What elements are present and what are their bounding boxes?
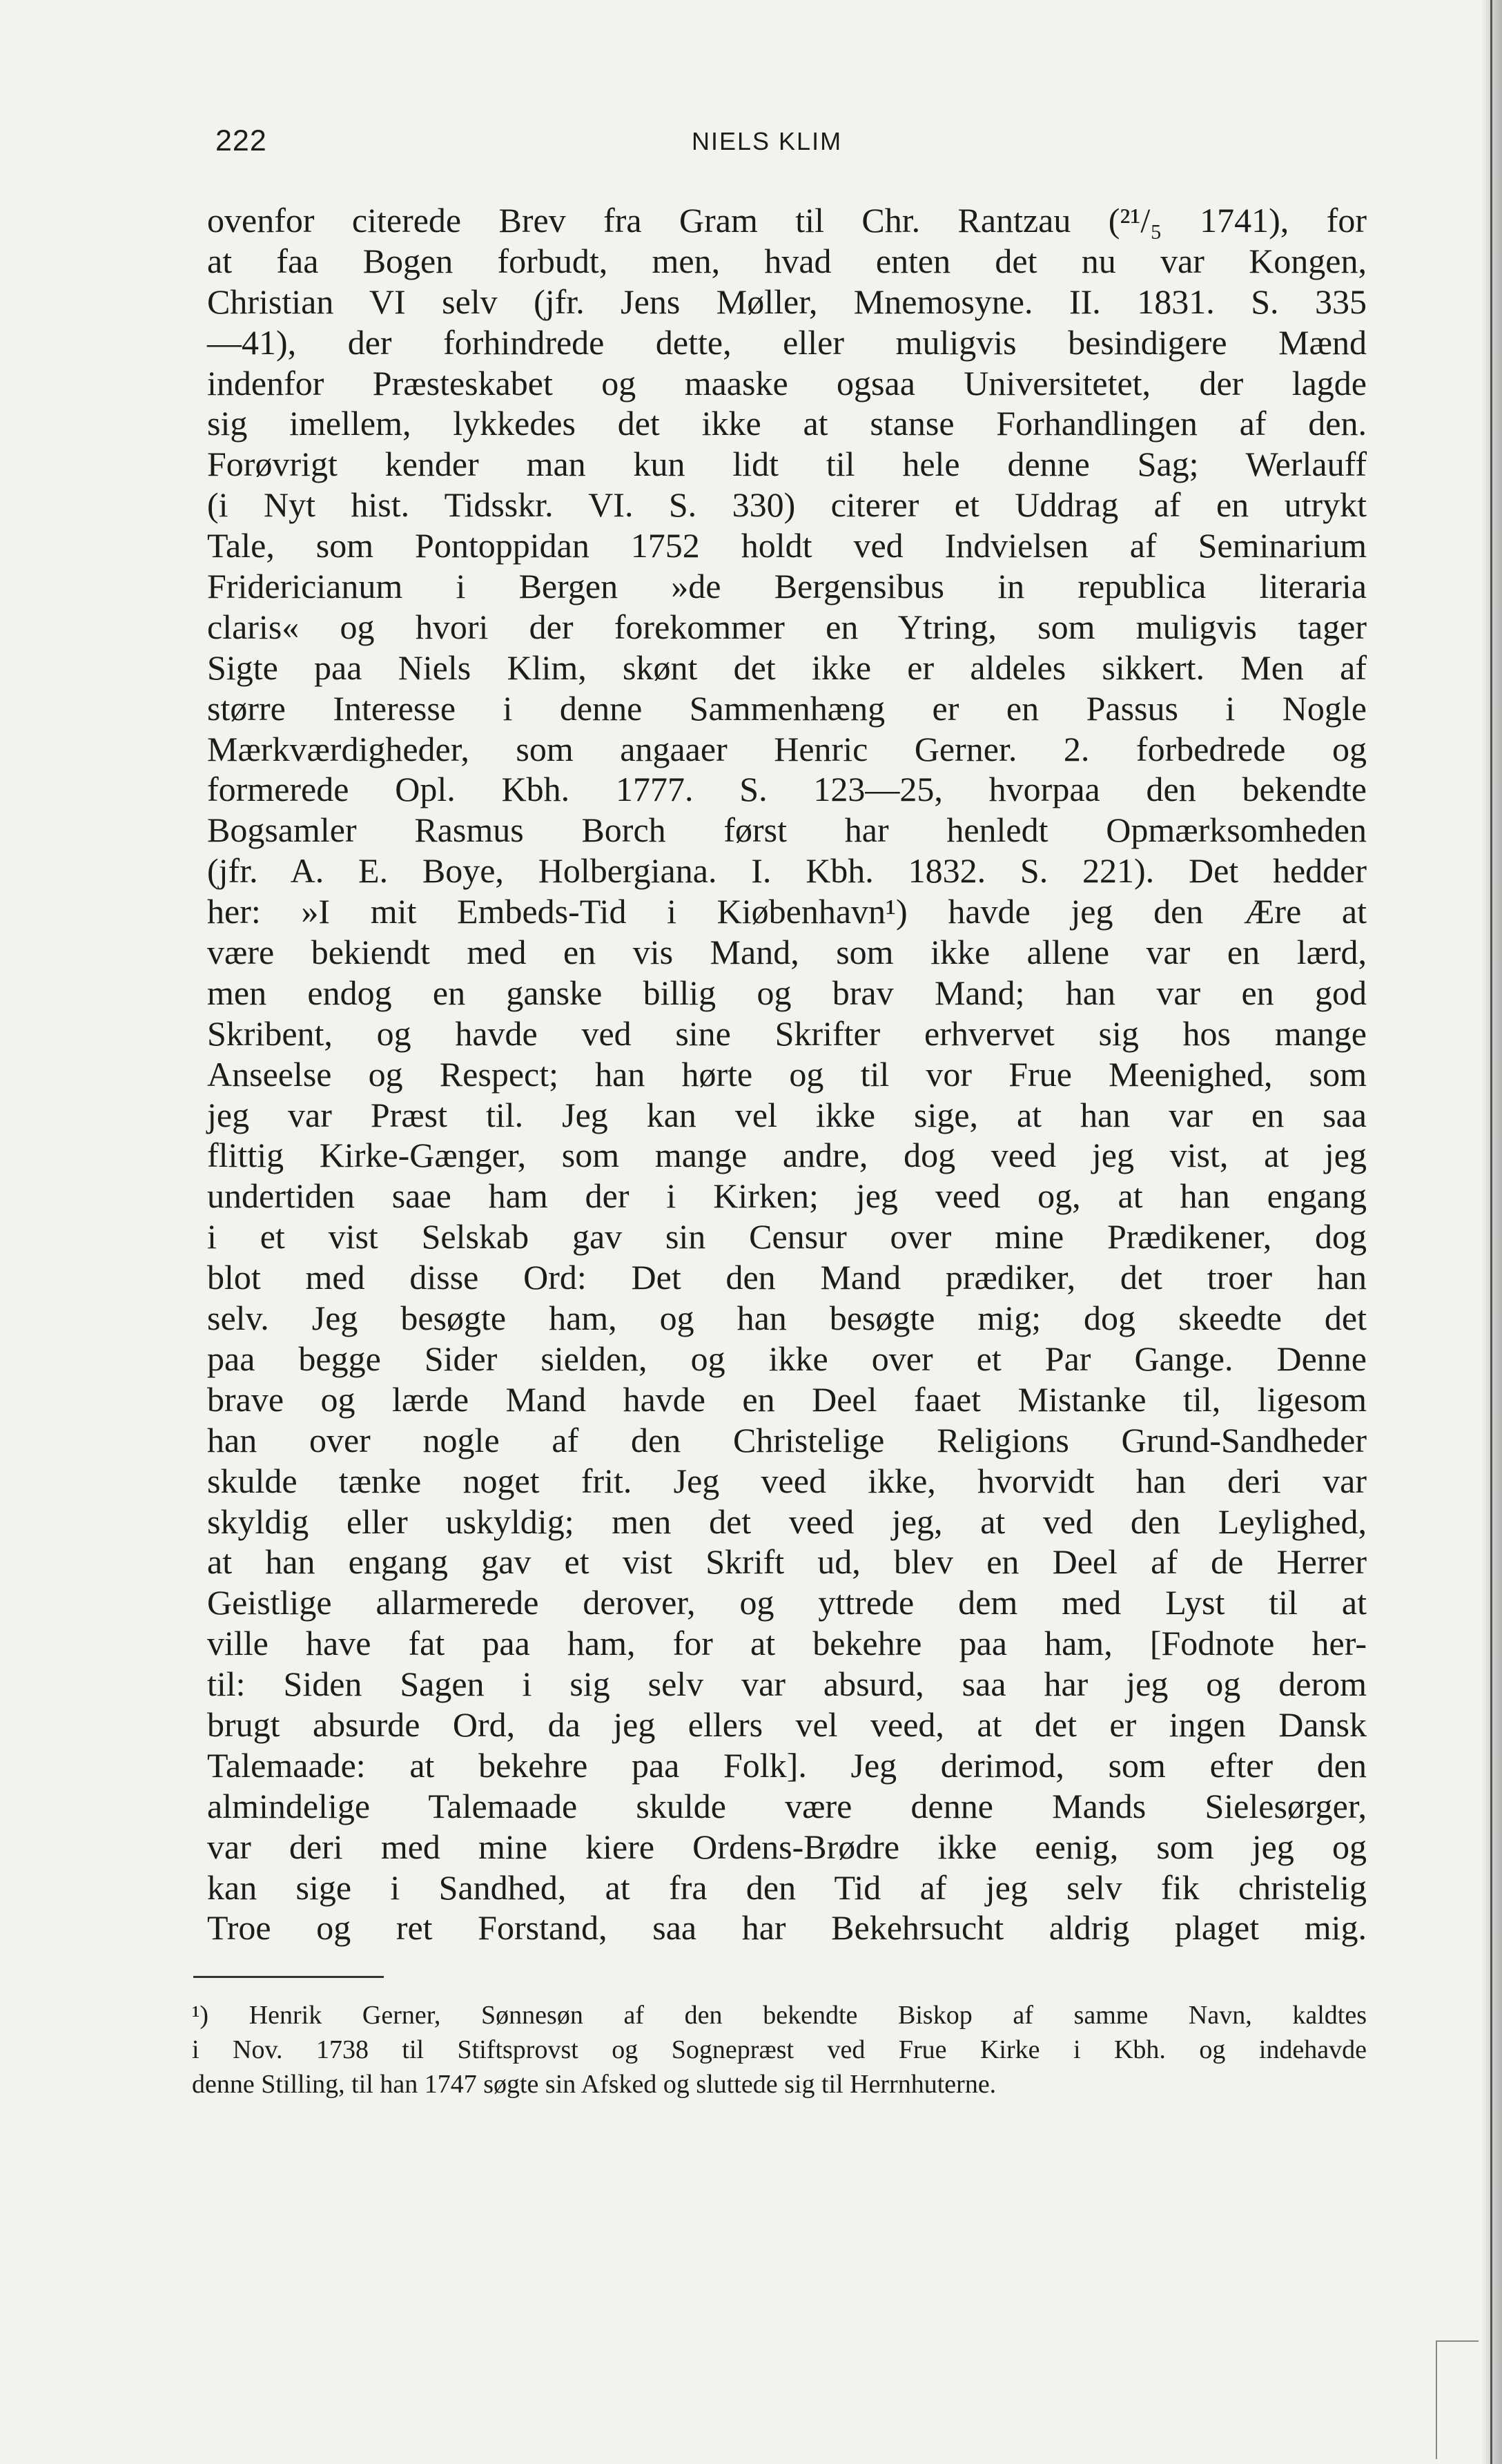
body-line: Anseelse og Respect; han hørte og til vor Frue Meenighed, som [207,1054,1367,1094]
body-line: sig imellem, lykkedes det ikke at stanse Forhandlingen af den. [207,404,1367,443]
body-line: i et vist Selskab gav sin Censur over mine Prædikener, dog [207,1217,1367,1257]
body-line: paa begge Sider sielden, og ikke over et Par Gange. Denne [207,1339,1367,1378]
body-line: Talemaade: at bekehre paa Folk]. Jeg derimod, som efter den [207,1745,1367,1785]
body-line: Forøvrigt kender man kun lidt til hele denne Sag; Werlauff [207,445,1367,484]
body-line: Fridericianum i Bergen »de Bergensibus in republica literaria [207,567,1367,606]
body-line: til: Siden Sagen i sig selv var absurd, saa har jeg og derom [207,1665,1367,1704]
footnote-line: i Nov. 1738 til Stiftsprovst og Sognepræst ved Frue Kirke i Kbh. og indehavde [192,2035,1367,2064]
body-line: Sigte paa Niels Klim, skønt det ikke er aldeles sikkert. Men af [207,648,1367,687]
body-line: Geistlige allarmerede derover, og yttrede dem med Lyst til at [207,1583,1367,1622]
body-line: større Interesse i denne Sammenhæng er en Passus i Nogle [207,688,1367,728]
body-line: flittig Kirke-Gænger, som mange andre, dog veed jeg vist, at jeg [207,1136,1367,1175]
body-line: formerede Opl. Kbh. 1777. S. 123—25, hvorpaa den bekendte [207,770,1367,809]
body-line: Mærkværdigheder, som angaaer Henric Gerner. 2. forbedrede og [207,729,1367,768]
body-line: var deri med mine kiere Ordens-Brødre ikke eenig, som jeg og [207,1827,1367,1866]
body-line: brave og lærde Mand havde en Deel faaet Mistanke til, ligesom [207,1379,1367,1419]
footnote-line: denne Stilling, til han 1747 søgte sin Afsked og sluttede sig til Herrnhuterne. [192,2070,997,2099]
body-line: ville have fat paa ham, for at bekehre paa ham, [Fodnote her- [207,1624,1367,1663]
body-line: claris« og hvori der forekommer en Ytring, som muligvis tager [207,607,1367,646]
scan-corner-mark [1436,2340,1479,2459]
footnote-line: ¹) Henrik Gerner, Sønnesøn af den bekendte Biskop af samme Navn, kaldtes [192,2001,1367,2030]
body-line: undertiden saae ham der i Kirken; jeg veed og, at han engang [207,1176,1367,1216]
body-line: han over nogle af den Christelige Religions Grund-Sandheder [207,1420,1367,1459]
body-line: ovenfor citerede Brev fra Gram til Chr. Rantzau (²¹/₅ 1741), for [207,201,1367,240]
body-text [207,200,1367,1948]
body-line: at faa Bogen forbudt, men, hvad enten det nu var Kongen, [207,241,1367,280]
running-head: NIELS KLIM [692,127,843,155]
body-line: —41), der forhindrede dette, eller muligvis besindigere Mænd [207,322,1367,362]
body-line: skulde tænke noget frit. Jeg veed ikke, hvorvidt han deri var [207,1461,1367,1500]
footnotes [192,1998,1367,2102]
page-edge-line [1490,0,1492,2464]
body-line: selv. Jeg besøgte ham, og han besøgte mig; dog skeedte det [207,1299,1367,1338]
body-line: Skribent, og havde ved sine Skrifter erhvervet sig hos mange [207,1013,1367,1053]
body-line: Troe og ret Forstand, saa har Bekehrsucht aldrig plaget mig. [207,1908,1367,1948]
body-line: kan sige i Sandhed, at fra den Tid af jeg selv fik christelig [207,1868,1367,1907]
page-header [215,124,1365,173]
body-line: indenfor Præsteskabet og maaske ogsaa Universitetet, der lagde [207,363,1367,402]
body-line: men endog en ganske billig og brav Mand; han var en god [207,973,1367,1012]
body-line: (jfr. A. E. Boye, Holbergiana. I. Kbh. 1832. S. 221). Det hedder [207,851,1367,891]
body-line: at han engang gav et vist Skrift ud, blev en Deel af de Herrer [207,1542,1367,1582]
body-line: (i Nyt hist. Tidsskr. VI. S. 330) citerer et Uddrag af en utrykt [207,485,1367,525]
body-line: almindelige Talemaade skulde være denne Mands Sielesørger, [207,1786,1367,1825]
body-line: her: »I mit Embeds-Tid i Kiøbenhavn¹) havde jeg den Ære at [207,892,1367,931]
page-number: 222 [215,124,267,157]
body-line: Tale, som Pontoppidan 1752 holdt ved Indvielsen af Seminarium [207,526,1367,565]
footnote-divider [193,1976,384,1978]
body-line: brugt absurde Ord, da jeg ellers vel veed, at det er ingen Dansk [207,1705,1367,1744]
body-line: jeg var Præst til. Jeg kan vel ikke sige, at han var en saa [207,1095,1367,1134]
body-line: blot med disse Ord: Det den Mand prædiker, det troer han [207,1258,1367,1297]
body-line: Bogsamler Rasmus Borch først har henledt Opmærksomheden [207,811,1367,850]
body-line: Christian VI selv (jfr. Jens Møller, Mnemosyne. II. 1831. S. 335 [207,282,1367,321]
body-line: være bekiendt med en vis Mand, som ikke allene var en lærd, [207,933,1367,972]
body-line: skyldig eller uskyldig; men det veed jeg, at ved den Leylighed, [207,1502,1367,1541]
